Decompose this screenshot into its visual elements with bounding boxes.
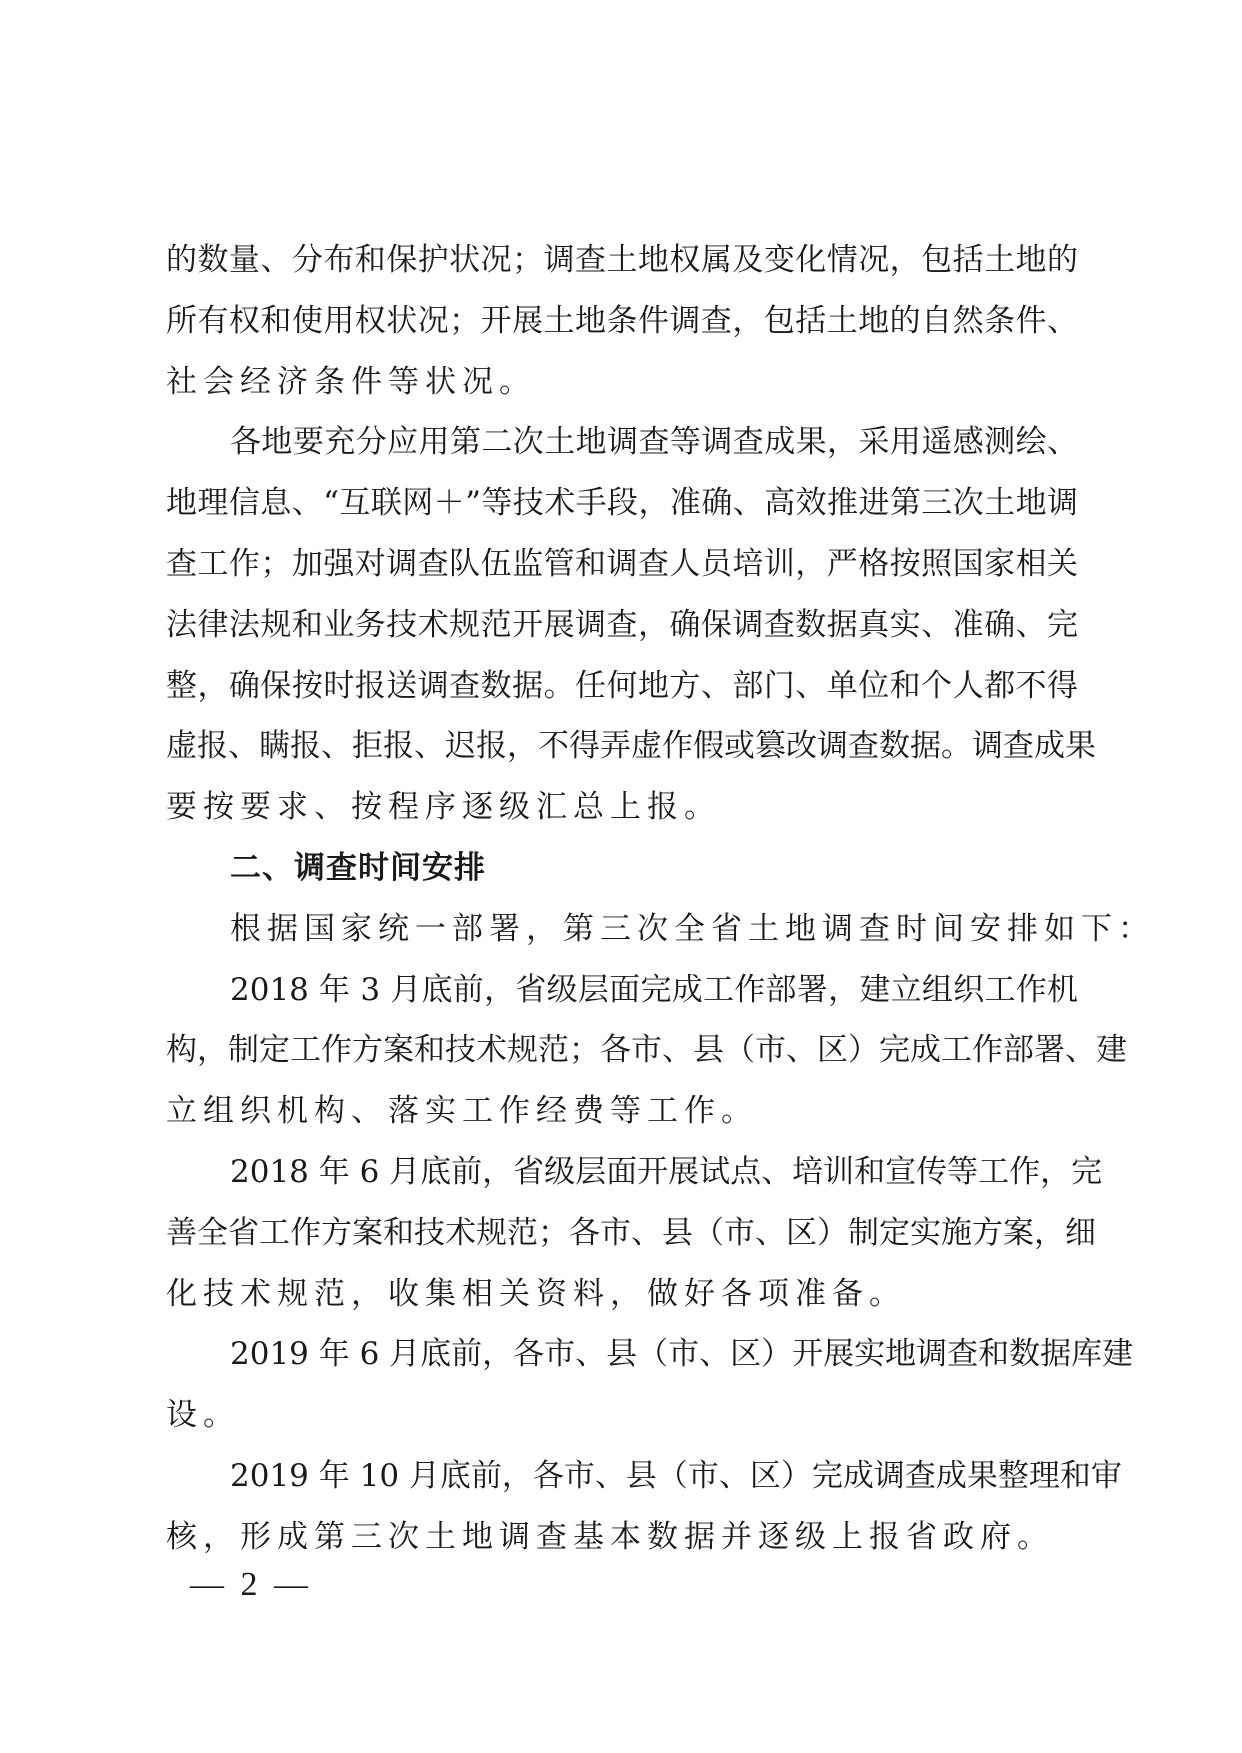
paragraph-schedule-intro	[166, 899, 1155, 960]
text-line: 立组织机构、落实工作经费等工作。	[166, 1093, 758, 1130]
text-line: 2019 年 10 月底前，各市、县（市、区）完成调查成果整理和审	[230, 1457, 1122, 1494]
text-line: 2018 年 6 月底前，省级层面开展试点、培训和宣传等工作，完	[230, 1153, 1103, 1190]
text-line: 2018 年 3 月底前，省级层面完成工作部署，建立组织工作机	[230, 971, 1078, 1008]
paragraph-2019-october	[166, 1446, 1122, 1568]
text-line: 所有权和使用权状况；开展土地条件调查，包括土地的自然条件、	[166, 302, 1078, 339]
text-line: 根据国家统一部署，第三次全省土地调查时间安排如下：	[230, 910, 1155, 947]
text-line: 的数量、分布和保护状况；调查土地权属及变化情况，包括土地的	[166, 242, 1078, 278]
text-line: 查工作；加强对调查队伍监管和调查人员培训，严格按照国家相关	[166, 545, 1078, 582]
text-line: 要按要求、按程序逐级汇总上报。	[166, 789, 721, 826]
paragraph-2018-june	[166, 1142, 1103, 1324]
section-heading: 二、调查时间安排	[230, 849, 486, 886]
paragraph-survey-content	[166, 230, 1078, 412]
paragraph-2018-march	[166, 960, 1127, 1142]
document-body	[166, 230, 1155, 1568]
text-line: 社会经济条件等状况。	[166, 363, 536, 400]
text-line: 2019 年 6 月底前，各市、县（市、区）开展实地调查和数据库建	[230, 1336, 1134, 1373]
text-line: 虚报、瞒报、拒报、迟报，不得弄虚作假或篡改调查数据。调查成果	[166, 728, 1096, 765]
text-line: 化技术规范，收集相关资料，做好各项准备。	[166, 1275, 906, 1312]
text-line: 善全省工作方案和技术规范；各市、县（市、区）制定实施方案，细	[166, 1214, 1096, 1251]
text-line: 核，形成第三次土地调查基本数据并逐级上报省政府。	[166, 1518, 1054, 1555]
text-line: 法律法规和业务技术规范开展调查，确保调查数据真实、准确、完	[166, 606, 1078, 643]
text-line: 设。	[166, 1397, 240, 1434]
paragraph-2019-june	[166, 1324, 1134, 1446]
page-number: — 2 —	[190, 1566, 312, 1603]
text-line: 地理信息、“互联网＋”等技术手段，准确、高效推进第三次土地调	[166, 485, 1078, 522]
text-line: 各地要充分应用第二次土地调查等调查成果，采用遥感测绘、	[230, 424, 1078, 461]
paragraph-requirements	[166, 412, 1096, 838]
text-line: 构，制定工作方案和技术规范；各市、县（市、区）完成工作部署、建	[166, 1032, 1127, 1069]
text-line: 整，确保按时报送调查数据。任何地方、部门、单位和个人都不得	[166, 667, 1078, 704]
